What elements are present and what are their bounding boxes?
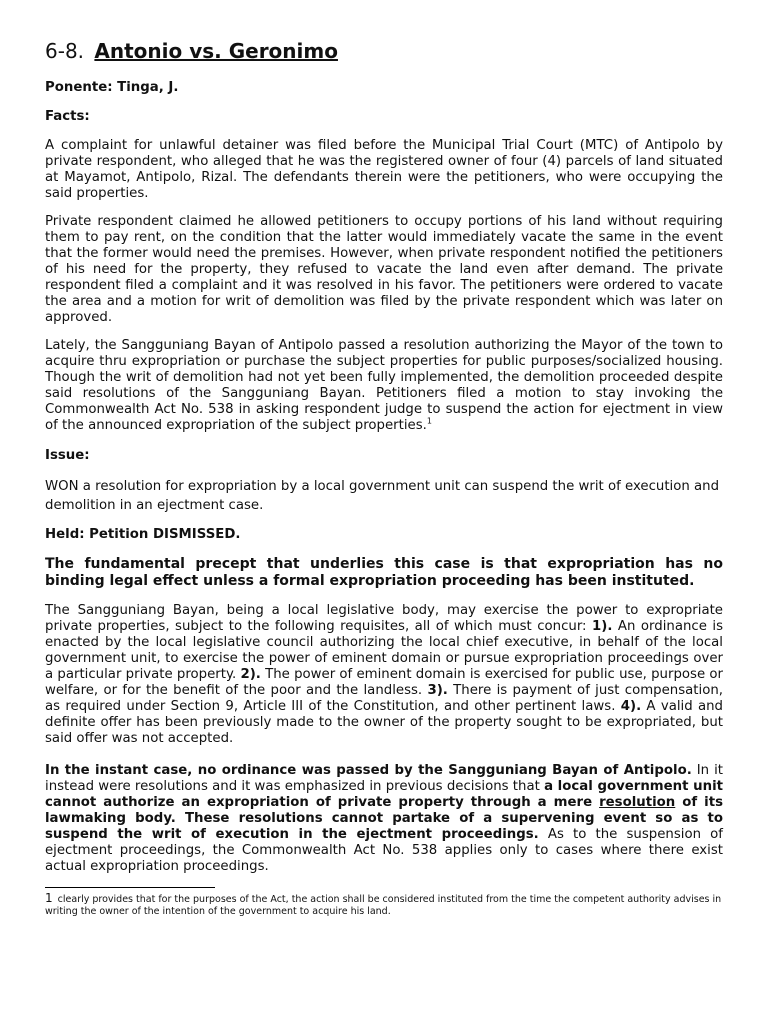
requisite-2-text: The power of eminent domain is exercised for public use, purpose or welfare, or for the benefit of the poor and the landless. [45, 667, 723, 698]
requisite-1-text: An ordinance is enacted by the local legislative council authorizing the local chief executive, in behalf of the local government unit, to exercise the power of eminent domain or pursue expropriation proceedings over a particular private property. [45, 619, 724, 682]
instant-case-bold-3: of its lawmaking body. These resolutions cannot partake of a supervening event so as to suspend the writ of execution in the ejectment proceedings. [45, 795, 723, 842]
requisite-3-text: There is payment of just compensation, as required under Section 9, Article III of the Constitution, and other pertinent laws. [45, 683, 723, 714]
instant-case-text-2: As to the suspension of ejectment proceedings, the Commonwealth Act No. 538 applies only to cases where there exist actual expropriation proceedings. [45, 827, 723, 874]
held-heading: Held: Petition DISMISSED. [45, 527, 241, 542]
requisite-4-number: 4). [620, 699, 642, 714]
requisite-3-number: 3). [427, 683, 448, 698]
case-number: 6-8. [45, 39, 85, 63]
requisites-intro: The Sangguniang Bayan, being a local legislative body, may exercise the power to expropriate private properties, subject to the following requisites, all of which must concur: [45, 603, 723, 634]
instant-case-paragraph [45, 763, 723, 875]
instant-case-underlined: resolution [599, 795, 676, 810]
held-precept: The fundamental precept that underlies this case is that expropriation has no binding legal effect unless a formal expropriation proceeding has been instituted. [45, 556, 723, 589]
requisite-2-number: 2). [240, 667, 261, 682]
footnote-number: 1 [45, 891, 53, 905]
requisite-1-number: 1). [592, 619, 613, 634]
issue-text: WON a resolution for expropriation by a local government unit can suspend the writ of execution and demolition in an ejectment case. [45, 479, 720, 513]
instant-case-bold-1: In the instant case, no ordinance was passed by the Sangguniang Bayan of Antipolo. [45, 763, 692, 778]
footnote-text: clearly provides that for the purposes of the Act, the action shall be considered instituted from the time the competent authority advises in writing the owner of the intention of the government to acquire his land. [45, 894, 722, 917]
requisite-4-text: A valid and definite offer has been previously made to the owner of the property sought to be expropriated, but said offer was not accepted. [45, 699, 723, 746]
issue-heading: Issue: [45, 448, 90, 463]
footnote-reference: 1 [426, 416, 432, 426]
case-heading [45, 38, 723, 64]
footnote [45, 892, 723, 918]
document-page [45, 38, 723, 918]
facts-paragraph-3-text: Lately, the Sangguniang Bayan of Antipolo passed a resolution authorizing the Mayor of the town to acquire thru expropriation or purchase the subject properties for public purposes/socialized housing. Though the writ of demolition had not yet been fully implemented, the demolition proceeded despite said resolutions of the Sangguniang Bayan. Petitioners filed a motion to stay invoking the Commonwealth Act No. 538 in asking respondent judge to suspend the action for ejectment in view of the announced expropriation of the subject properties. [45, 338, 723, 433]
case-title: Antonio vs. Geronimo [94, 39, 338, 63]
facts-paragraph-1: A complaint for unlawful detainer was filed before the Municipal Trial Court (MTC) of Antipolo by private respondent, who alleged that he was the registered owner of four (4) parcels of land situated at Mayamot, Antipolo, Rizal. The defendants therein were the petitioners, who were occupying the said properties. [45, 138, 723, 201]
facts-paragraph-2: Private respondent claimed he allowed petitioners to occupy portions of his land without requiring them to pay rent, on the condition that the latter would immediately vacate the same in the event that the former would need the premises. However, when private respondent notified the petitioners of his need for the property, they refused to vacate the land even after demand. The private respondent filed a complaint and it was resolved in his favor. The petitioners were ordered to vacate the area and a motion for writ of demolition was filed by the private respondent which was later on approved. [45, 214, 723, 325]
requisites-paragraph [45, 603, 723, 747]
facts-paragraph-3 [45, 338, 723, 434]
instant-case-text-1: In it instead were resolutions and it was emphasized in previous decisions that [45, 763, 723, 794]
instant-case-bold-2: a local government unit cannot authorize an expropriation of private property through a mere [45, 779, 723, 810]
footnote-divider [45, 887, 215, 888]
ponente: Ponente: Tinga, J. [45, 80, 179, 95]
facts-heading: Facts: [45, 109, 90, 124]
